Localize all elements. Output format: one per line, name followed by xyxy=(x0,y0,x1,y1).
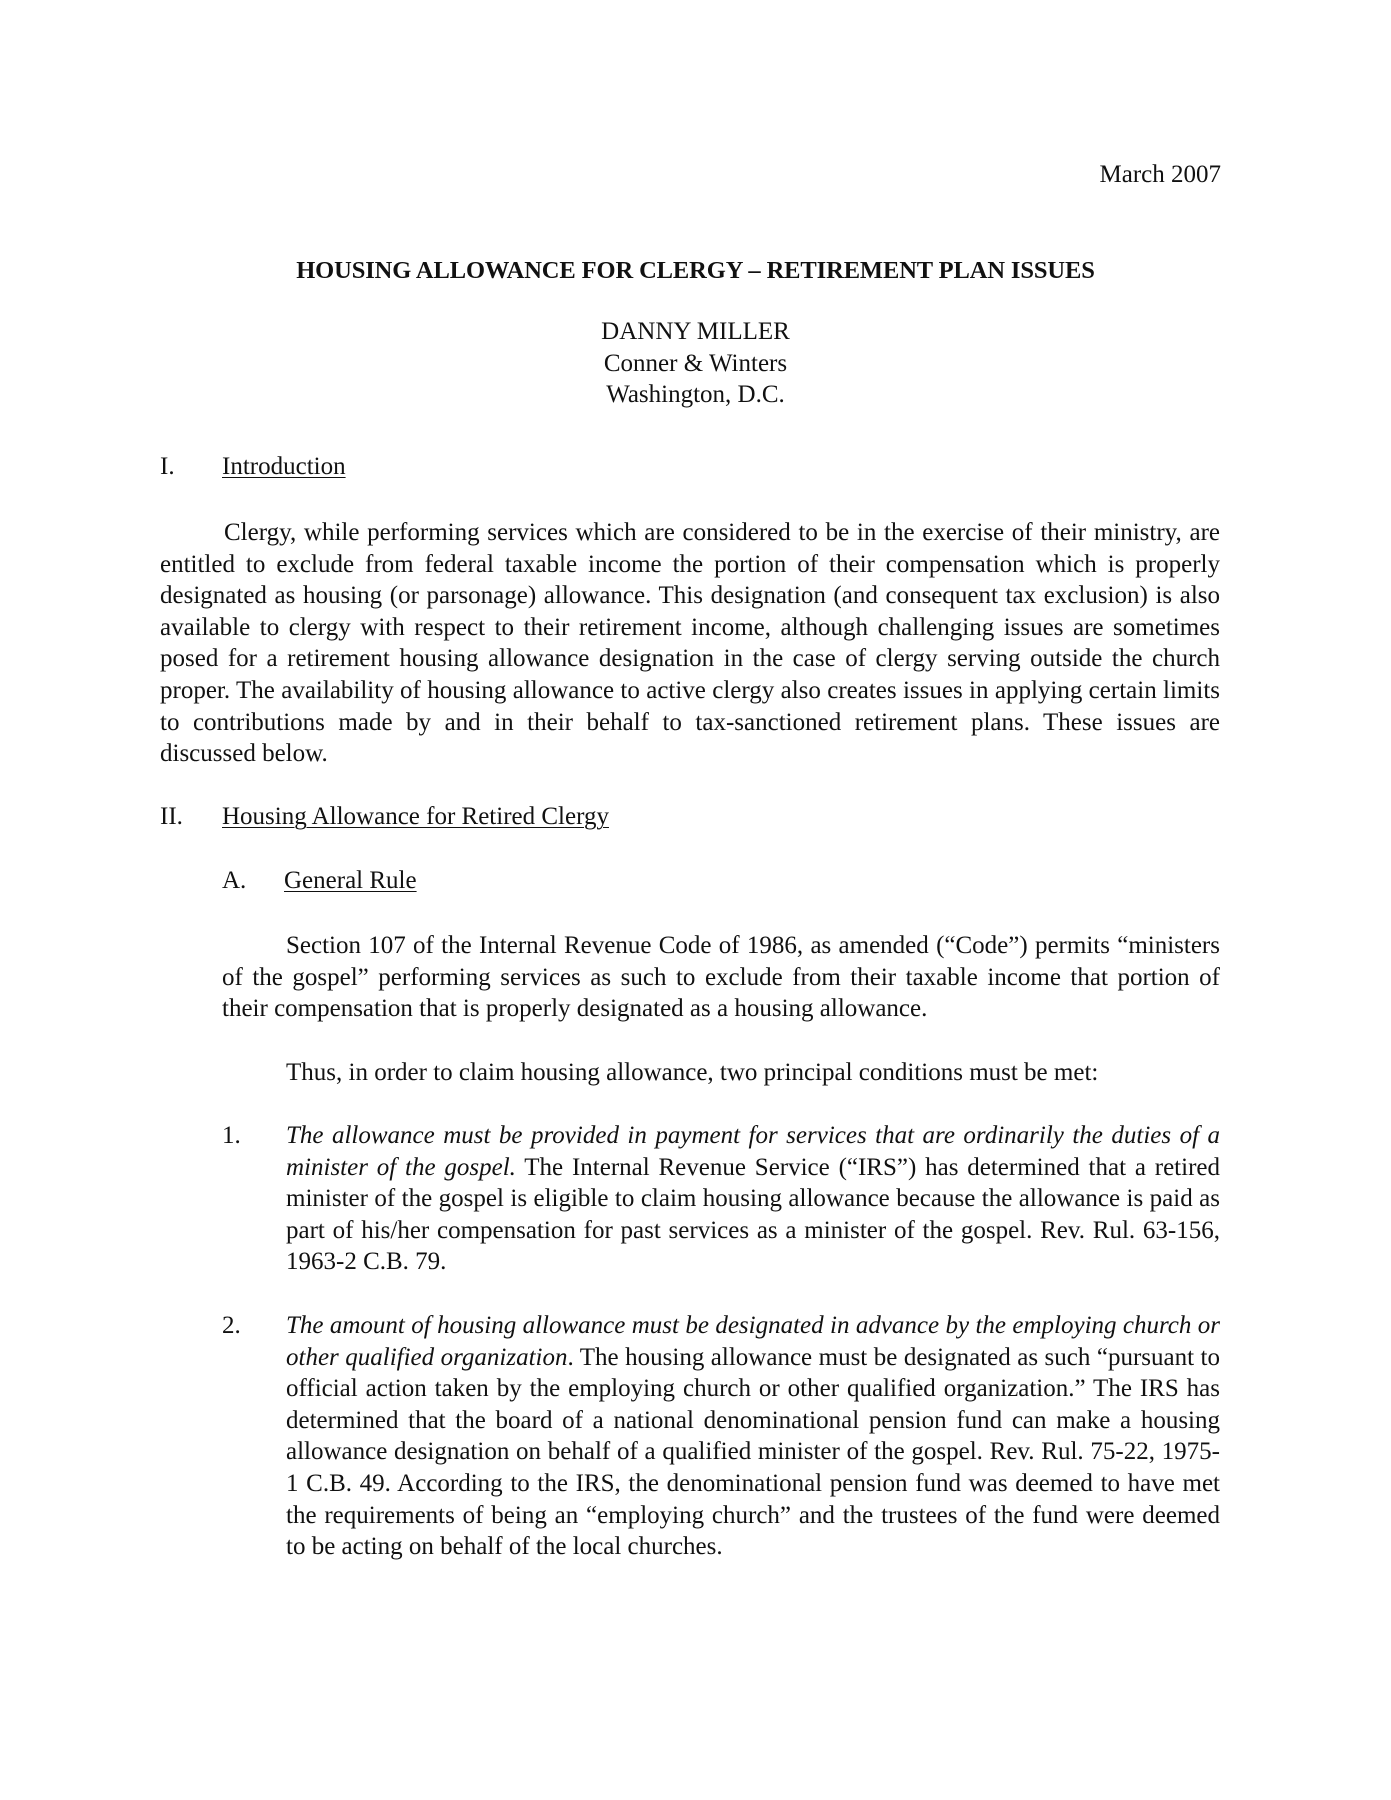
condition-emphasis: The allowance must be provided in payment for services that are ordinarily the duties of a minister of the gospel. xyxy=(286,1122,1220,1181)
document-title: HOUSING ALLOWANCE FOR CLERGY – RETIREMENT PLAN ISSUES xyxy=(296,257,1095,284)
section-heading-introduction xyxy=(160,452,346,482)
subsection-heading-general-rule xyxy=(222,866,417,896)
section-title: Introduction xyxy=(222,453,346,480)
section-title: Housing Allowance for Retired Clergy xyxy=(222,803,609,830)
condition-text: The Internal Revenue Service (“IRS”) has determined that a retired minister of the gospel is eligible to claim housing allowance because the allowance is paid as part of his/her compensation for past services as a minister of the gospel. Rev. Rul. 63-156, 1963-2 C.B. 79. xyxy=(286,1153,1220,1276)
paragraph-text: Section 107 of the Internal Revenue Code of 1986, as amended (“Code”) permits “ministers of the gospel” performing services as such to exclude from their taxable income that portion of their compensation that is properly designated as a housing allowance. xyxy=(222,932,1220,1023)
condition-body xyxy=(286,1120,1220,1278)
subsection-letter: A. xyxy=(222,867,247,894)
list-number: 2. xyxy=(222,1312,241,1339)
subsection-title: General Rule xyxy=(284,867,417,894)
condition-emphasis: The amount of housing allowance must be designated in advance by the employing church or other qualified organization xyxy=(286,1312,1220,1371)
section-number: I. xyxy=(160,453,175,480)
document-date: March 2007 xyxy=(1099,161,1221,188)
author-block xyxy=(0,316,1391,411)
author-firm: Conner & Winters xyxy=(603,349,788,377)
paragraph-text: Clergy, while performing services which are considered to be in the exercise of their ministry, are entitled to exclude from federal taxable income the portion of their compensation which is properly designated as housing (or parsonage) allowance. This designation (and consequent tax exclusion) is also available to clergy with respect to their retirement income, although challenging issues are sometimes posed for a retirement housing allowance designation in the case of clergy serving outside the church proper. The availability of housing allowance to active clergy also creates issues in applying certain limits to contributions made by and in their behalf to tax-sanctioned retirement plans. These issues are discussed below. xyxy=(160,519,1220,768)
condition-body xyxy=(286,1310,1220,1563)
author-name: DANNY MILLER xyxy=(601,318,790,345)
general-rule-paragraph xyxy=(222,930,1220,1025)
section-heading-retired-clergy xyxy=(160,802,609,832)
condition-text: . The housing allowance must be designated as such “pursuant to official action taken by the employing church or other qualified organization.” The IRS has determined that the board of a national denominational pension fund can make a housing allowance designation on behalf of a qualified minister of the gospel. Rev. Rul. 75-22, 1975-1 C.B. 49. According to the IRS, the denominational pension fund was deemed to have met the requirements of being an “employing church” and the trustees of the fund were deemed to be acting on behalf of the local churches. xyxy=(286,1343,1220,1561)
author-location: Washington, D.C. xyxy=(606,381,785,408)
list-number: 1. xyxy=(222,1122,241,1149)
conditions-intro-paragraph xyxy=(222,1057,1220,1089)
paragraph-text: Thus, in order to claim housing allowance, two principal conditions must be met: xyxy=(286,1059,1099,1086)
section-number: II. xyxy=(160,803,183,830)
introduction-paragraph xyxy=(160,517,1220,770)
